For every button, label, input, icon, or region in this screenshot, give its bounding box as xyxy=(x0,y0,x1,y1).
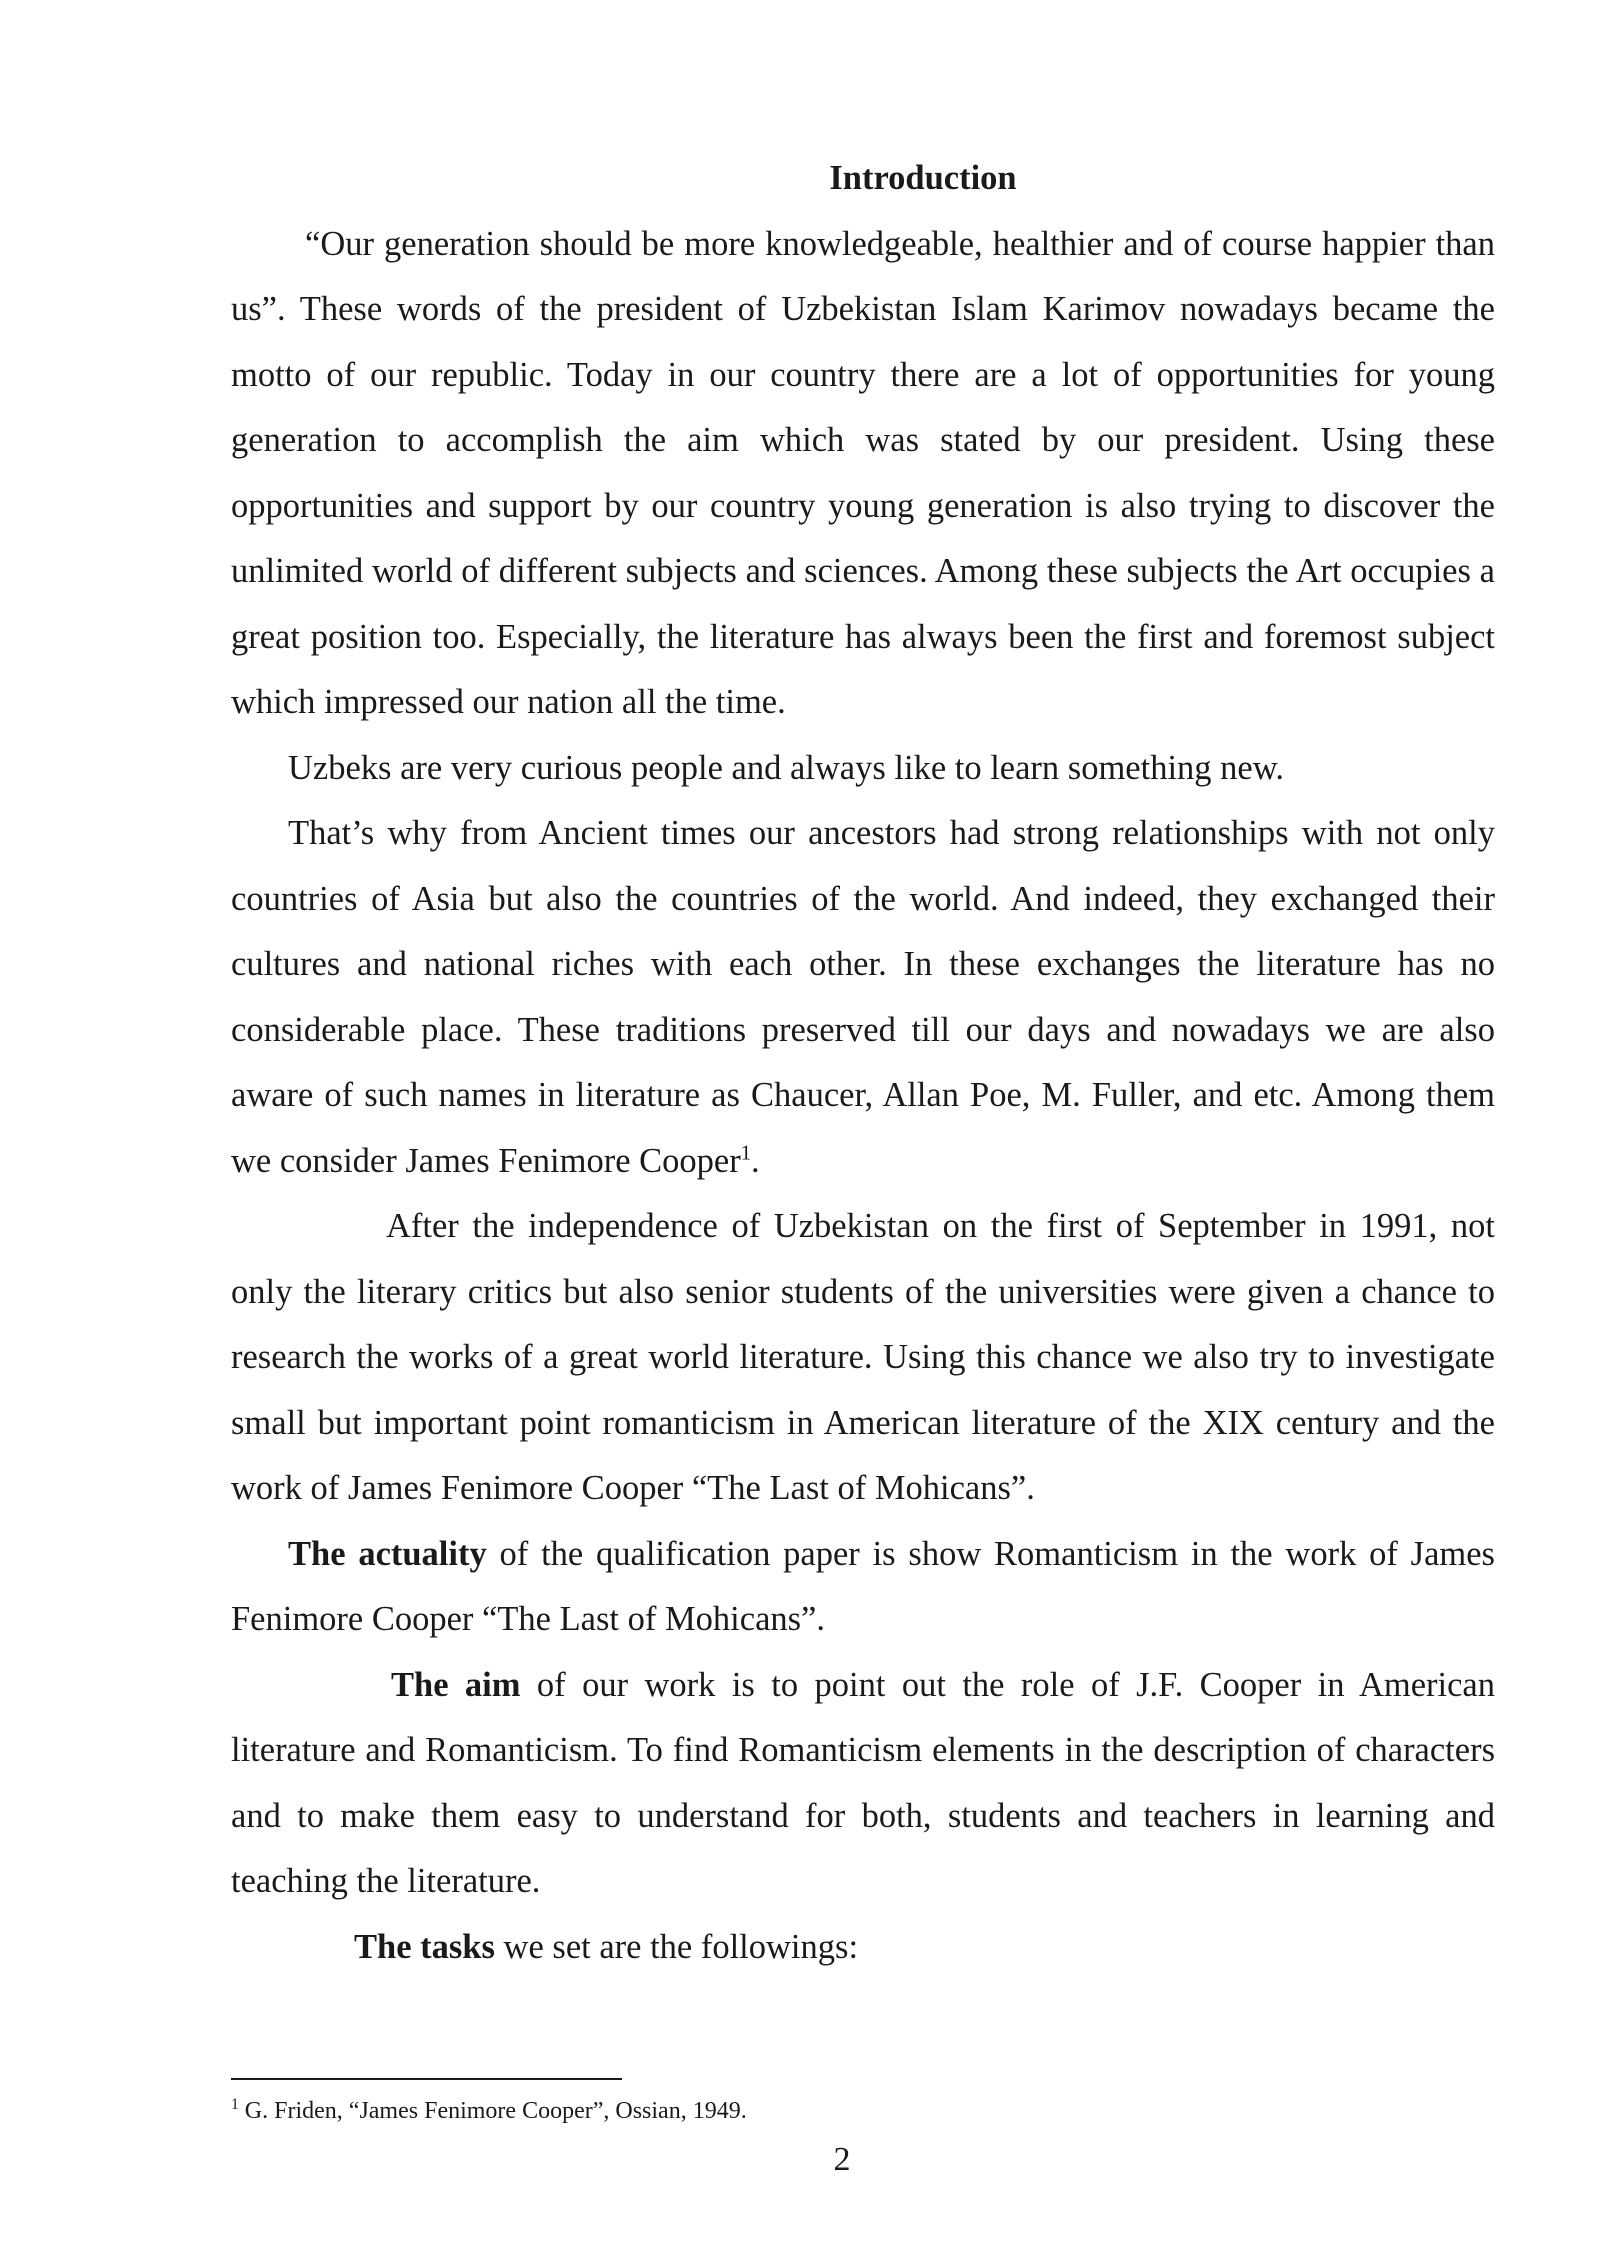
body-text xyxy=(231,146,1495,1980)
paragraph-actuality xyxy=(231,1522,1495,1653)
tasks-label: The tasks xyxy=(354,1927,495,1966)
footnote-separator xyxy=(231,2078,622,2080)
paragraph-ancestors-end: . xyxy=(751,1141,760,1180)
paragraph-uzbeks-curious: Uzbeks are very curious people and always like to learn something new. xyxy=(288,748,1285,787)
footnote xyxy=(231,2095,747,2127)
aim-text: of our work is to point out the role of J.F. Cooper in American literature and Romanticism. To find Romanticism elements in the description of characters and to make them easy to understand for both, students and teachers in learning and teaching the literature. xyxy=(231,1665,1495,1900)
footnote-number: 1 xyxy=(231,2096,239,2113)
paragraph-tasks xyxy=(231,1915,1495,1981)
paragraph-aim xyxy=(231,1653,1495,1915)
actuality-label: The actuality xyxy=(288,1534,487,1573)
footnote-reference: 1 xyxy=(740,1142,752,1164)
footnote-text: G. Friden, “James Fenimore Cooper”, Ossian, 1949. xyxy=(238,2098,747,2124)
paragraph-independence: After the independence of Uzbekistan on the first of September in 1991, not only the literary critics but also senior students of the universities were given a chance to research the works of a great world literature. Using this chance we also try to investigate small but important point romanticism in American literature of the XIX century and the work of James Fenimore Cooper “The Last of Mohicans”. xyxy=(231,1207,1495,1507)
paragraph-intro-quote: “Our generation should be more knowledgeable, healthier and of course happier than us”. These words of the president of Uzbekistan Islam Karimov nowadays became the motto of our republic. Today in our country there are a lot of opportunities for young generation to accomplish the aim which was stated by our president. Using these opportunities and support by our country young generation is also trying to discover the unlimited world of different subjects and sciences. Among these subjects the Art occupies a great position too. Especially, the literature has always been the first and foremost subject which impressed our nation all the time. xyxy=(231,224,1495,721)
page-number: 2 xyxy=(833,2141,851,2178)
aim-label: The aim xyxy=(391,1665,521,1704)
paragraph-ancestors xyxy=(231,801,1495,1194)
actuality-text: of the qualification paper is show Romanticism in the work of James Fenimore Cooper “The Last of Mohicans”. xyxy=(231,1534,1495,1638)
page-title: Introduction xyxy=(829,159,1017,197)
tasks-text: we set are the followings: xyxy=(494,1927,859,1966)
paragraph-ancestors-text: That’s why from Ancient times our ancestors had strong relationships with not only countries of Asia but also the countries of the world. And indeed, they exchanged their cultures and national riches with each other. In these exchanges the literature has no considerable place. These traditions preserved till our days and nowadays we are also aware of such names in literature as Chaucer, Allan Poe, M. Fuller, and etc. Among them we consider James Fenimore Cooper xyxy=(231,814,1495,1180)
